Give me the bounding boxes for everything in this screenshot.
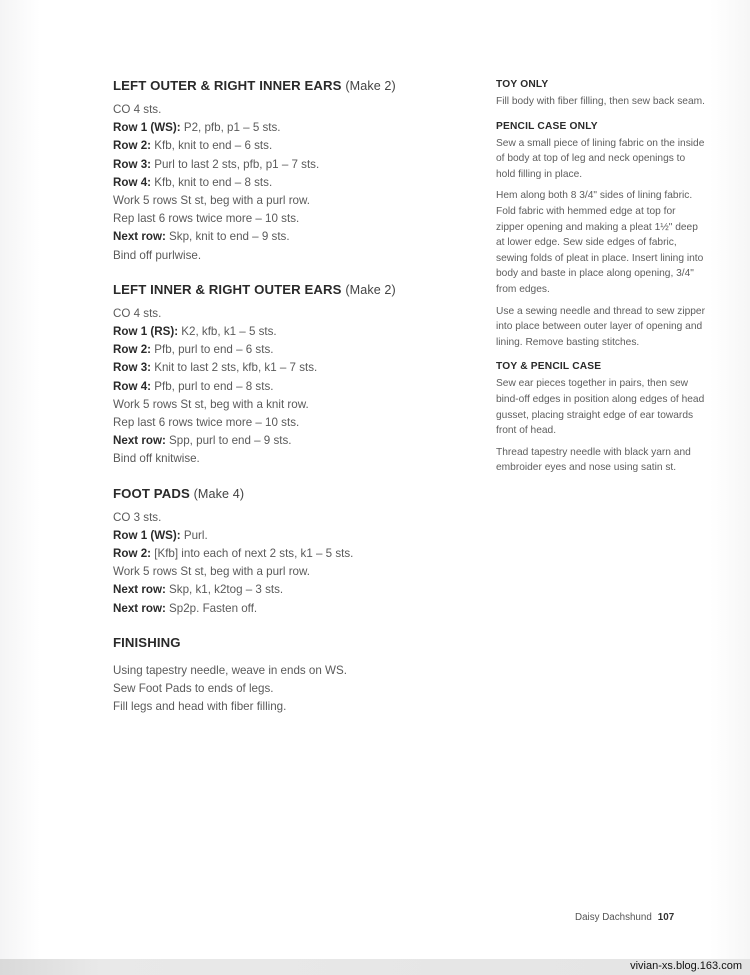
instruction-line: Row 4: Pfb, purl to end – 8 sts.: [113, 379, 274, 393]
page-number: 107: [657, 912, 675, 923]
section-heading: [113, 281, 458, 299]
paragraph: Thread tapestry needle with black yarn and embroider eyes and nose using satin st.: [496, 446, 691, 474]
section-title: FOOT PADS: [113, 485, 190, 501]
paragraph: Hem along both 8 3/4" sides of lining fabric. Fold fabric with hemmed edge at top for zipper opening and making a pleat 1½" deep at lower edge. Sew side edges of fabric, sewing folds of pleat in place. Insert lining into body and baste in place along opening, 3/4" from edges.: [496, 190, 704, 295]
right-column: [496, 78, 706, 486]
instruction-line: Work 5 rows St st, beg with a purl row.: [113, 194, 310, 208]
finishing-body: [113, 662, 458, 717]
section-finishing: [113, 634, 458, 717]
instruction-line: Row 2: [Kfb] into each of next 2 sts, k1 – 5 sts.: [113, 547, 354, 561]
section-title: TOY ONLY: [496, 79, 549, 90]
watermark-bar: [0, 959, 750, 975]
instruction-line: Row 3: Knit to last 2 sts, kfb, k1 – 7 sts.: [113, 361, 318, 375]
paragraph: Fill body with fiber filling, then sew back seam.: [496, 96, 705, 107]
instruction-line: Row 1 (WS): P2, pfb, p1 – 5 sts.: [113, 121, 281, 135]
instruction-line: CO 3 sts.: [113, 510, 162, 524]
instruction-line: Rep last 6 rows twice more – 10 sts.: [113, 416, 300, 430]
instruction-line: Row 2: Kfb, knit to end – 6 sts.: [113, 139, 273, 153]
instruction-line: Next row: Spp, purl to end – 9 sts.: [113, 434, 292, 448]
section-heading: [113, 485, 458, 503]
section-heading: [113, 634, 458, 652]
section-title: TOY & PENCIL CASE: [496, 361, 602, 373]
section-pencil-case-only: [496, 120, 706, 351]
section-title: LEFT OUTER & RIGHT INNER EARS: [113, 78, 342, 93]
footer-title: Daisy Dachshund: [575, 912, 652, 923]
instruction-line: Row 1 (WS): Purl.: [113, 528, 208, 542]
instruction-line: Bind off knitwise.: [113, 452, 200, 466]
section-left-outer-right-inner-ears: [113, 77, 458, 265]
left-column: [113, 77, 458, 732]
paragraph: Sew a small piece of lining fabric on the inside of body at top of leg and neck openings to hold filling in place.: [496, 137, 705, 180]
section-title: LEFT INNER & RIGHT OUTER EARS: [113, 281, 342, 297]
instruction-line: Work 5 rows St st, beg with a purl row.: [113, 565, 310, 579]
instruction-line: Using tapestry needle, weave in ends on WS.: [113, 663, 347, 677]
instruction-line: Sew Foot Pads to ends of legs.: [113, 682, 274, 696]
section-title: PENCIL CASE ONLY: [496, 120, 598, 132]
section-toy-only: [496, 78, 706, 110]
instruction-line: Next row: Skp, knit to end – 9 sts.: [113, 230, 290, 244]
instruction-line: Row 4: Kfb, knit to end – 8 sts.: [113, 175, 273, 189]
instruction-line: CO 4 sts.: [113, 306, 162, 320]
paragraph: Use a sewing needle and thread to sew zipper into place between outer layer of opening and lining. Remove basting stitches.: [496, 305, 705, 348]
instruction-line: Row 2: Pfb, purl to end – 6 sts.: [113, 343, 274, 357]
instruction-line: Row 1 (RS): K2, kfb, k1 – 5 sts.: [113, 325, 277, 339]
instruction-line: Rep last 6 rows twice more – 10 sts.: [113, 212, 300, 226]
section-title: FINISHING: [113, 634, 181, 650]
paragraph: Sew ear pieces together in pairs, then sew bind-off edges in position along edges of head gusset, placing straight edge of ear towards front of head.: [496, 378, 705, 437]
instruction-line: Work 5 rows St st, beg with a knit row.: [113, 397, 309, 411]
watermark-text: vivian-xs.blog.163.com: [630, 960, 742, 972]
instruction-line: Next row: Sp2p. Fasten off.: [113, 601, 258, 615]
section-note: (Make 2): [345, 282, 396, 297]
instruction-line: Row 3: Purl to last 2 sts, pfb, p1 – 7 sts.: [113, 157, 320, 171]
section-note: (Make 2): [345, 79, 396, 93]
instruction-line: CO 4 sts.: [113, 103, 162, 116]
section-heading: [113, 77, 458, 95]
instruction-line: Next row: Skp, k1, k2tog – 3 sts.: [113, 583, 284, 597]
instruction-line: Fill legs and head with fiber filling.: [113, 700, 287, 714]
page-footer: [575, 912, 674, 923]
section-note: (Make 4): [193, 486, 245, 501]
section-left-inner-right-outer-ears: [113, 281, 458, 469]
section-foot-pads: [113, 485, 458, 618]
section-toy-and-pencil-case: [496, 360, 706, 476]
instruction-line: Bind off purlwise.: [113, 248, 202, 262]
